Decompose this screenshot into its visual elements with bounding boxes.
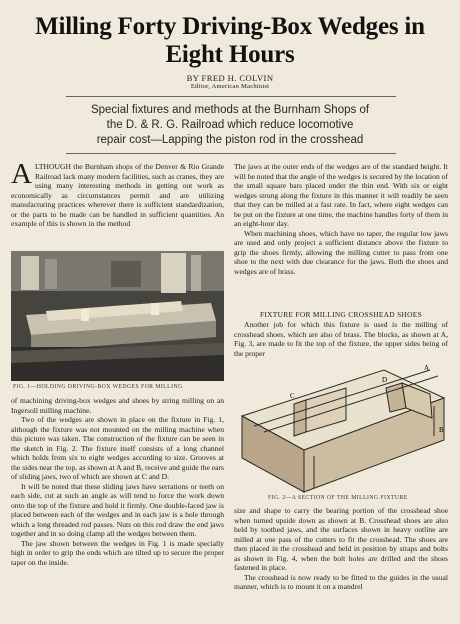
intro-paragraph: LTHOUGH the Burnham shops of the Denver & Rio Grande Railroad lack many modern facilities, such as cranes, they are using many interesting methods in getting out work as economically as circumstances permit and are utilizing manufacturing practices wherever there is sufficient standardization, or the parts to be made can be handled in sufficient quantities. An example of this is shown in the method [11, 162, 224, 228]
fig-2-label-a: A [424, 364, 430, 372]
author-byline: BY FRED H. COLVIN [186, 73, 274, 83]
fig-2-drawing [234, 352, 448, 502]
summary-line-3: repair cost—Lapping the piston rod in the crosshead [96, 134, 364, 146]
summary-bottom-rule [66, 153, 396, 154]
fig-2-label-c: C [290, 392, 295, 400]
article-title-line-2: Eight Hours [165, 41, 295, 68]
summary-line-2: the D. & R. G. Railroad which reduce locomotive [106, 119, 354, 131]
summary-top-rule [66, 96, 396, 97]
author-title: Editor, American Machinist [190, 83, 270, 90]
section-heading: FIXTURE FOR MILLING CROSSHEAD SHOES [259, 310, 423, 319]
fig-1-photo [11, 251, 224, 381]
fig-2-sketch [234, 352, 448, 502]
fig-2-label-b: B [439, 426, 444, 434]
fig-2-caption: FIG. 2—A SECTION OF THE MILLING FIXTURE [268, 495, 408, 501]
body-paragraph: The crosshead is now ready to be fitted to the guides in the usual manner, which is to mount it on a mandrel [234, 572, 448, 591]
body-paragraph: When machining shoes, which have no taper, the regular low jaws are used and only project a sufficient distance above the fixture to grip the shoes firmly, allowing the milling cutter to pass from one shoe to the next with due clearance for the jaws. Both the shoes and wedges are of brass. [234, 228, 448, 276]
fig-1-caption: FIG. 1—HOLDING DRIVING-BOX WEDGES FOR MILLING [13, 384, 183, 390]
column-2-body [234, 506, 448, 592]
column-2-intro [234, 162, 448, 276]
body-paragraph: The jaw shown between the wedges in Fig. 1 is made specially high in order to grip the ends which are tilted up to secure the proper taper on the inside. [11, 538, 224, 567]
fig-1-image [11, 251, 224, 381]
column-1-body [11, 396, 224, 567]
summary-line-1: Special fixtures and methods at the Burnham Shops of [90, 104, 370, 116]
body-paragraph: It will be noted that these sliding jaws have serrations or teeth on each side, cut at such an angle as will tend to force the work down onto the top of the fixture and hold it firmly. One double-faced jaw is placed between each of the wedges and in each jaw is a hole through which a long threaded rod passes. Nuts on this rod draw the end jaws together and in so doing clamp all the wedges between them. [11, 481, 224, 538]
article-title-line-1: Milling Forty Driving-Box Wedges in [35, 13, 425, 40]
body-paragraph: of machining driving-box wedges and shoes by string milling on an Ingersoll milling machine. [11, 396, 224, 415]
body-paragraph: size and shape to carry the bearing portion of the crosshead shoe when turned upside down as shown at B. Crosshead shoes are also held by toothed jaws, and the surfaces shown in heavy outline are milled at one pass of the cutters to fit the crosshead. The shoes are then placed in the crosshead and held in position by straps and bolts as shown in Fig. 4, when the bolt holes are drilled and the shoes fastened in place. [234, 506, 448, 572]
body-paragraph: Another job for which this fixture is used is the milling of crosshead shoes, which are also of brass. The blocks, as shown at A, Fig. 3, are made to fit the top of the fixture, the upper sides being of the proper [234, 320, 448, 358]
fig-2-label-d: D [382, 376, 388, 384]
body-paragraph: Two of the wedges are shown in place on the fixture in Fig. 1, although the fixture was not mounted on the milling machine when this picture was taken. The construction of the fixture can be seen in the sketch in Fig. 2. The fixture itself consists of a long channel which holds from six to eight wedges according to size. Grooves at the sides near the top, as shown at A and B, receive and guide the ears of sliding jaws, two of which are shown at C and D. [11, 415, 224, 481]
column-1-intro [11, 158, 224, 229]
body-paragraph: The jaws at the outer ends of the wedges are of the standard height. It will be noted that the angle of the wedges is secured by the location of the small square bars placed under the thin end. With six or eight wedges strung along the fixture in this manner it will readily be seen that they can be milled at a fast rate. In fact, where eight wedges can be put on the fixture at one time, the machine handles forty of them in an eight-hour day. [234, 162, 448, 228]
drop-cap: A [11, 158, 32, 190]
